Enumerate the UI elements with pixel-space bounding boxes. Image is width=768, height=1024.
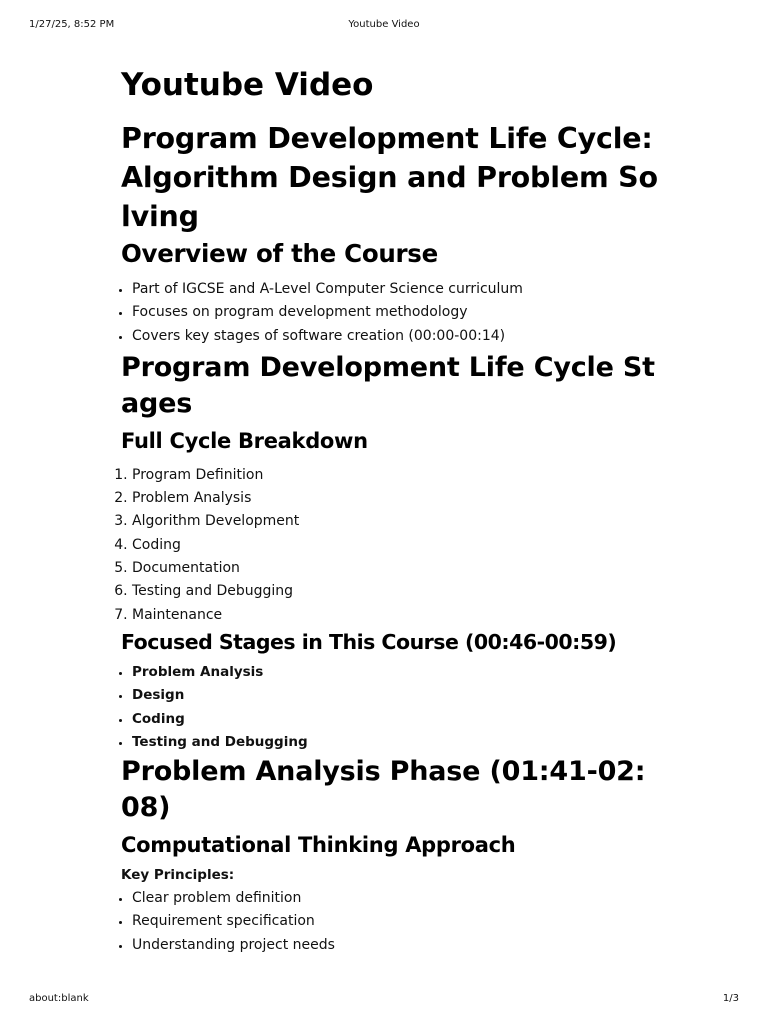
page-title: Youtube Video [121,67,374,103]
list-item: 3. Algorithm Development [132,510,661,533]
print-title: Youtube Video [348,19,420,30]
focused-stages-list [121,661,661,754]
list-item: 2. Problem Analysis [132,487,661,510]
print-url: about:blank [29,993,89,1004]
full-cycle-heading: Full Cycle Breakdown [121,428,368,453]
list-item: 7. Maintenance [132,604,661,627]
list-item: • Coding [132,708,661,731]
full-cycle-list [121,464,661,627]
stages-heading: Program Development Life Cycle Stages [121,351,655,419]
list-item: 5. Documentation [132,557,661,580]
page-number: 1/3 [722,993,739,1004]
main-heading: Program Development Life Cycle: Algorithm Design and Problem Solving [121,122,658,233]
list-item: • Clear problem definition [132,887,661,910]
print-datetime: 1/27/25, 8:52 PM [29,19,115,30]
list-item: • Covers key stages of software creation (00:00-00:14) [132,325,661,348]
computational-thinking-heading: Computational Thinking Approach [121,833,516,858]
list-item: 1. Program Definition [132,464,661,487]
list-item: 4. Coding [132,534,661,557]
list-item: • Focuses on program development methodology [132,301,661,324]
key-principles-list [121,887,661,957]
problem-analysis-heading: Problem Analysis Phase (01:41-02:08) [121,756,646,824]
overview-list [121,278,661,348]
list-item: • Testing and Debugging [132,731,661,754]
list-item: • Part of IGCSE and A-Level Computer Science curriculum [132,278,661,301]
document-body [121,62,661,957]
list-item: • Requirement specification [132,910,661,933]
list-item: 6. Testing and Debugging [132,580,661,603]
overview-heading: Overview of the Course [121,239,438,268]
list-item: • Problem Analysis [132,661,661,684]
focused-stages-heading: Focused Stages in This Course (00:46-00:59) [121,629,617,654]
key-principles-label: Key Principles: [121,867,235,884]
list-item: • Understanding project needs [132,934,661,957]
list-item: • Design [132,684,661,707]
